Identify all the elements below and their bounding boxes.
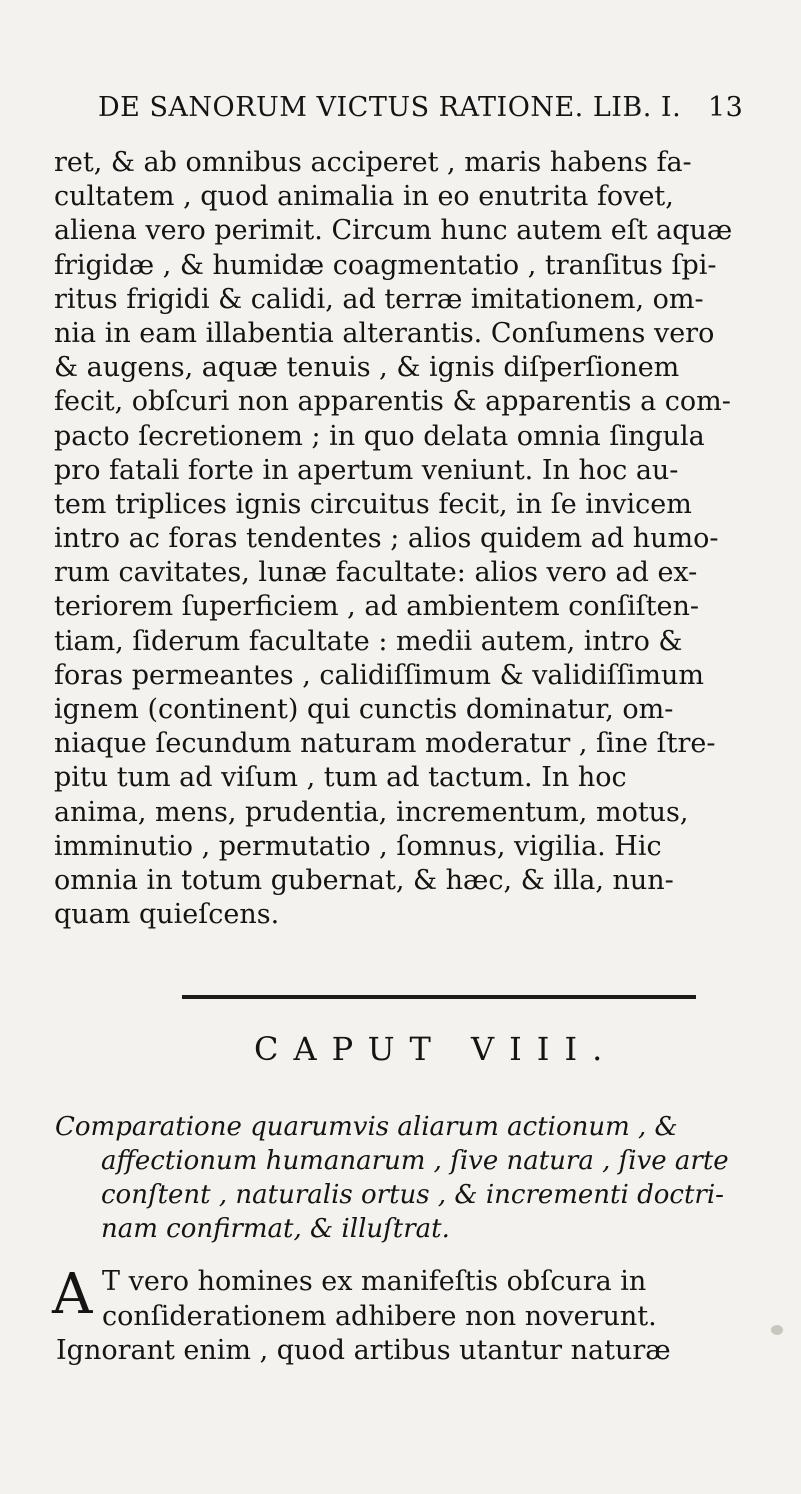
scan-speck bbox=[771, 1325, 783, 1335]
body-line: imminutio , permutatio , ſomnus, vigilia. Hic bbox=[54, 830, 662, 862]
section-divider-rule bbox=[182, 995, 696, 999]
body-line: ritus frigidi & calidi, ad terræ imitationem, om- bbox=[54, 283, 704, 315]
running-head-title: DE SANORUM VICTUS RATIONE. LIB. I. bbox=[98, 92, 682, 123]
body-line: pitu tum ad viſum , tum ad tactum. In hoc bbox=[54, 762, 627, 794]
running-head bbox=[98, 92, 744, 123]
body-line: cultatem , quod animalia in eo enutrita fovet, bbox=[54, 181, 674, 213]
body-line: pacto ſecretionem ; in quo delata omnia ſingula bbox=[54, 420, 705, 452]
body-line: rum cavitates, lunæ facultate: alios vero ad ex- bbox=[54, 557, 698, 589]
body-line: ret, & ab omnibus acciperet , maris habens fa- bbox=[54, 147, 692, 178]
paragraph-line: T vero homines ex manifeſtis obſcura in bbox=[102, 1266, 647, 1297]
drop-cap: A bbox=[52, 1262, 93, 1327]
summary-line: nam confirmat, & illuſtrat. bbox=[101, 1214, 450, 1244]
body-line: fecit, obſcuri non apparentis & apparentis a com- bbox=[54, 386, 731, 418]
summary-line: Comparatione quarumvis aliarum actionum , & bbox=[55, 1112, 678, 1142]
body-line: niaque ſecundum naturam moderatur , ſine ſtre- bbox=[54, 728, 716, 760]
body-line: frigidæ , & humidæ coagmentatio , tranſitus ſpi- bbox=[54, 249, 717, 281]
chapter-summary bbox=[55, 1110, 755, 1246]
body-line: pro fatali forte in apertum veniunt. In hoc au- bbox=[54, 454, 679, 486]
body-line: aliena vero perimit. Circum hunc autem eſt aquæ bbox=[54, 215, 733, 247]
chapter-heading: CAPUT VIII. bbox=[254, 1030, 618, 1068]
body-line: quam quieſcens. bbox=[54, 899, 280, 931]
paragraph-line: conſiderationem adhibere non noverunt. bbox=[102, 1300, 657, 1332]
body-line: teriorem ſuperficiem , ad ambientem conſiſten- bbox=[54, 591, 700, 623]
body-line: anima, mens, prudentia, incrementum, motus, bbox=[54, 796, 689, 828]
opening-paragraph bbox=[56, 1265, 756, 1369]
summary-line: affectionum humanarum , ſive natura , ſive arte bbox=[101, 1146, 729, 1176]
body-line: omnia in totum gubernat, & hæc, & illa, nun- bbox=[54, 864, 674, 896]
body-line: tem triplices ignis circuitus fecit, in ſe invicem bbox=[54, 488, 692, 520]
body-line: & augens, aquæ tenuis , & ignis diſperſionem bbox=[54, 352, 680, 384]
body-line: intro ac foras tendentes ; alios quidem ad humo- bbox=[54, 523, 719, 555]
summary-line: conſtent , naturalis ortus , & incrementi doctri- bbox=[101, 1180, 724, 1210]
body-line: ignem (continent) qui cunctis dominatur, om- bbox=[54, 694, 674, 725]
body-line: tiam, ſiderum facultate : medii autem, intro & bbox=[54, 625, 683, 657]
body-line: foras permeantes , calidiſſimum & validiſſimum bbox=[54, 659, 704, 691]
page-number: 13 bbox=[708, 92, 744, 123]
body-line: nia in eam illabentia alterantis. Conſumens vero bbox=[54, 317, 715, 349]
body-text bbox=[54, 146, 754, 932]
paragraph-line: Ignorant enim , quod artibus utantur naturæ bbox=[56, 1335, 671, 1366]
